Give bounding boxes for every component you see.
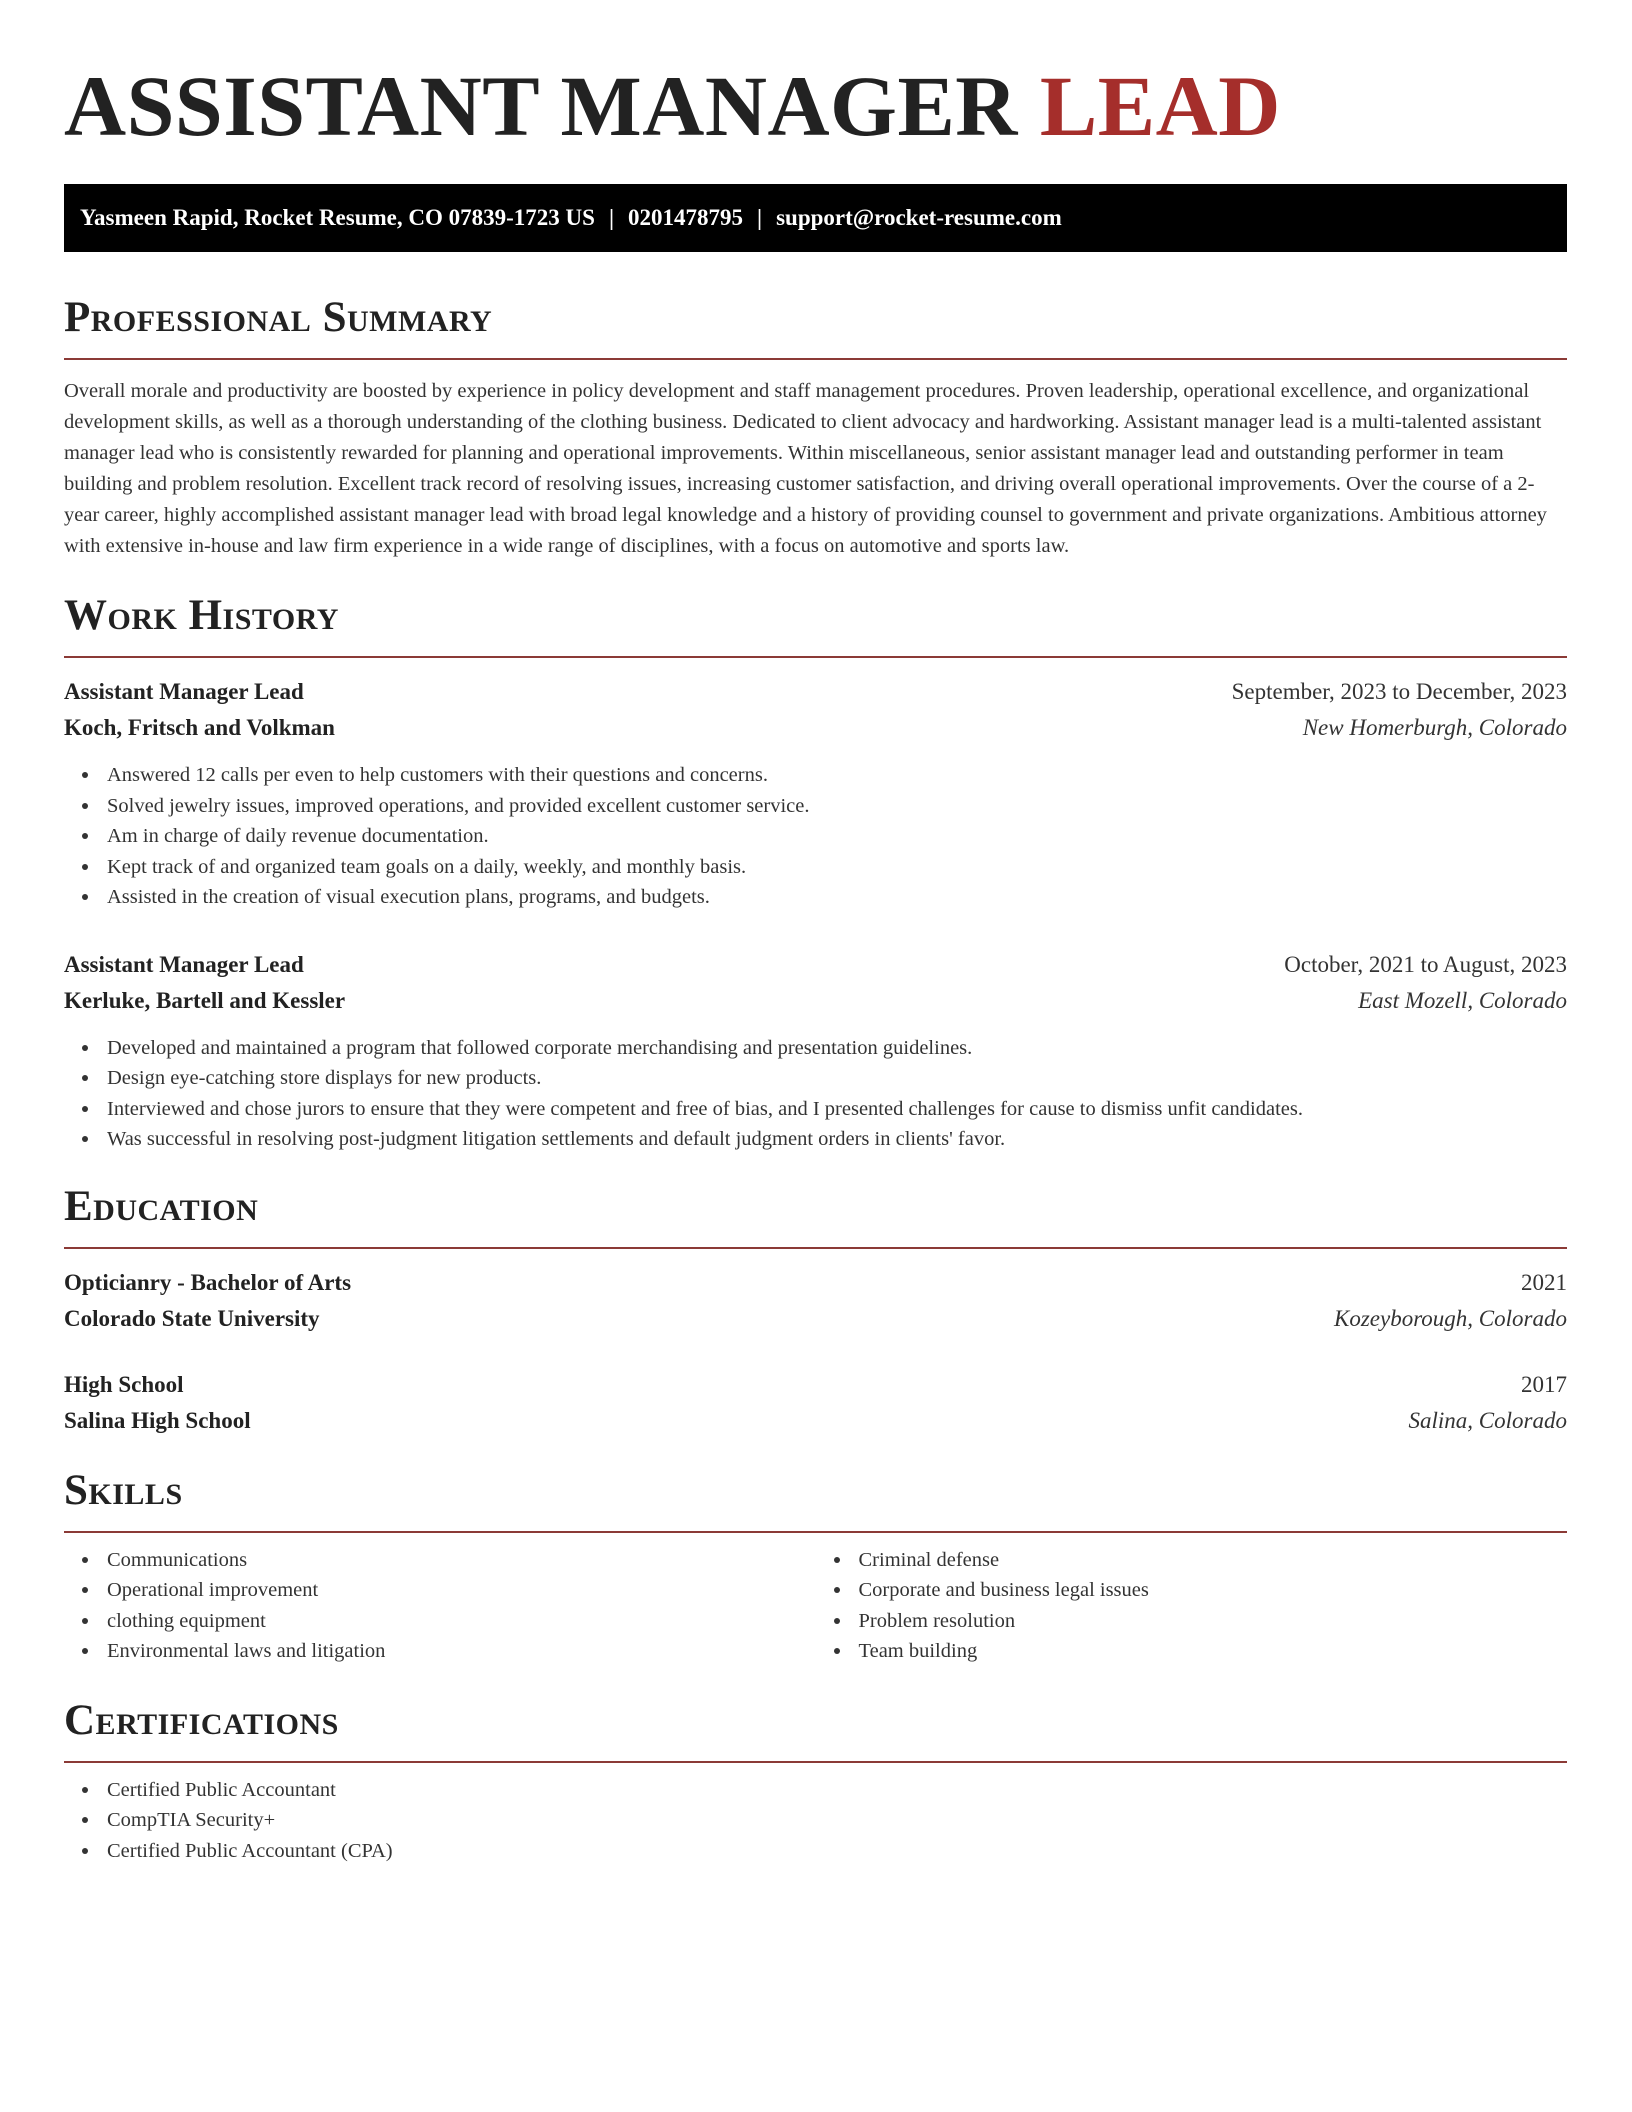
- section-divider: [64, 656, 1567, 658]
- section-divider: [64, 1761, 1567, 1763]
- list-item: Environmental laws and litigation: [107, 1636, 816, 1667]
- education-location: Salina, Colorado: [1408, 1407, 1567, 1433]
- education-school-row: [64, 1403, 1567, 1439]
- list-item: Solved jewelry issues, improved operations, and provided excellent customer service.: [107, 791, 1567, 822]
- job-entry: [64, 947, 1567, 1155]
- education-year: 2017: [1521, 1371, 1567, 1397]
- list-item: Communications: [107, 1545, 816, 1576]
- list-item: Answered 12 calls per even to help customers with their questions and concerns.: [107, 760, 1567, 791]
- contact-phone: 0201478795: [628, 205, 744, 230]
- education-entry: [64, 1367, 1567, 1439]
- job-title: Assistant Manager Lead: [64, 679, 304, 704]
- list-item: Certified Public Accountant (CPA): [107, 1836, 1567, 1867]
- list-item: clothing equipment: [107, 1606, 816, 1637]
- job-location: East Mozell, Colorado: [1358, 987, 1567, 1013]
- resume-title: [64, 56, 1567, 156]
- contact-address: Yasmeen Rapid, Rocket Resume, CO 07839-1723 US: [80, 205, 595, 230]
- list-item: CompTIA Security+: [107, 1805, 1567, 1836]
- list-item: Kept track of and organized team goals on a daily, weekly, and monthly basis.: [107, 852, 1567, 883]
- certifications-list: [64, 1775, 1567, 1867]
- education-section: [64, 1181, 1567, 1439]
- education-location: Kozeyborough, Colorado: [1334, 1305, 1567, 1331]
- education-school: Salina High School: [64, 1407, 251, 1433]
- job-bullets: [64, 1033, 1567, 1155]
- contact-separator: |: [757, 205, 763, 230]
- job-dates: September, 2023 to December, 2023: [1231, 679, 1567, 704]
- job-entry: [64, 674, 1567, 913]
- skills-column-right: [816, 1545, 1568, 1667]
- list-item: Certified Public Accountant: [107, 1775, 1567, 1806]
- section-title-work-history: Work History: [64, 592, 339, 639]
- summary-text: Overall morale and productivity are boosted by experience in policy development and staff management procedures. Proven leadership, operational excellence, and organizational development skills, as well as a thorough understanding of the clothing business. Dedicated to client advocacy and hardworking. Assistant manager lead is a multi-talented assistant manager lead who is consistently rewarded for planning and operational improvements. Within miscellaneous, senior assistant manager lead and outstanding performer in team building and problem resolution. Excellent track record of resolving issues, increasing customer satisfaction, and driving overall operational improvements. Over the course of a 2-year career, highly accomplished assistant manager lead with broad legal knowledge and a history of providing counsel to government and private organizations. Ambitious attorney with extensive in-house and law firm experience in a wide range of disciplines, with a focus on automotive and sports law.: [64, 380, 1547, 557]
- education-header-row: [64, 1265, 1567, 1301]
- contact-email: support@rocket-resume.com: [776, 205, 1062, 230]
- skills-grid: [64, 1545, 1567, 1667]
- education-degree: High School: [64, 1371, 184, 1397]
- list-item: Developed and maintained a program that followed corporate merchandising and presentation guidelines.: [107, 1033, 1567, 1064]
- section-divider: [64, 1247, 1567, 1249]
- job-location: New Homerburgh, Colorado: [1302, 715, 1567, 740]
- education-school-row: [64, 1301, 1567, 1337]
- list-item: Design eye-catching store displays for new products.: [107, 1063, 1567, 1094]
- list-item: Assisted in the creation of visual execution plans, programs, and budgets.: [107, 882, 1567, 913]
- section-title-summary: Professional Summary: [64, 294, 493, 341]
- section-title-skills: Skills: [64, 1466, 183, 1514]
- skills-column-left: [64, 1545, 816, 1667]
- section-divider: [64, 1531, 1567, 1533]
- education-entry: [64, 1265, 1567, 1337]
- list-item: Criminal defense: [859, 1545, 1568, 1576]
- contact-bar: [64, 184, 1567, 252]
- job-company-row: [64, 710, 1567, 746]
- list-item: Am in charge of daily revenue documentation.: [107, 821, 1567, 852]
- contact-separator: |: [608, 205, 615, 230]
- job-dates: October, 2021 to August, 2023: [1284, 951, 1567, 977]
- job-company: Koch, Fritsch and Volkman: [64, 715, 335, 740]
- list-item: Problem resolution: [859, 1606, 1568, 1637]
- job-header-row: [64, 947, 1567, 983]
- section-divider: [64, 358, 1567, 360]
- section-title-certifications: Certifications: [64, 1696, 339, 1744]
- title-main: ASSISTANT MANAGER: [64, 58, 1018, 154]
- list-item: Operational improvement: [107, 1575, 816, 1606]
- education-school: Colorado State University: [64, 1305, 320, 1331]
- title-accent: LEAD: [1039, 58, 1281, 154]
- job-bullets: [64, 760, 1567, 913]
- summary-section: [64, 292, 1567, 562]
- resume-page: [64, 0, 1567, 1866]
- education-year: 2021: [1521, 1269, 1567, 1295]
- job-company: Kerluke, Bartell and Kessler: [64, 987, 346, 1013]
- list-item: Interviewed and chose jurors to ensure that they were competent and free of bias, and I presented challenges for cause to dismiss unfit candidates.: [107, 1094, 1567, 1125]
- section-title-education: Education: [64, 1182, 259, 1230]
- skills-section: [64, 1465, 1567, 1667]
- education-degree: Opticianry - Bachelor of Arts: [64, 1269, 352, 1295]
- education-header-row: [64, 1367, 1567, 1403]
- work-history-section: [64, 590, 1567, 1155]
- list-item: Was successful in resolving post-judgment litigation settlements and default judgment orders in clients' favor.: [107, 1124, 1567, 1155]
- job-title: Assistant Manager Lead: [64, 951, 304, 977]
- job-company-row: [64, 983, 1567, 1019]
- list-item: Team building: [859, 1636, 1568, 1667]
- certifications-section: [64, 1695, 1567, 1867]
- list-item: Corporate and business legal issues: [859, 1575, 1568, 1606]
- job-header-row: [64, 674, 1567, 710]
